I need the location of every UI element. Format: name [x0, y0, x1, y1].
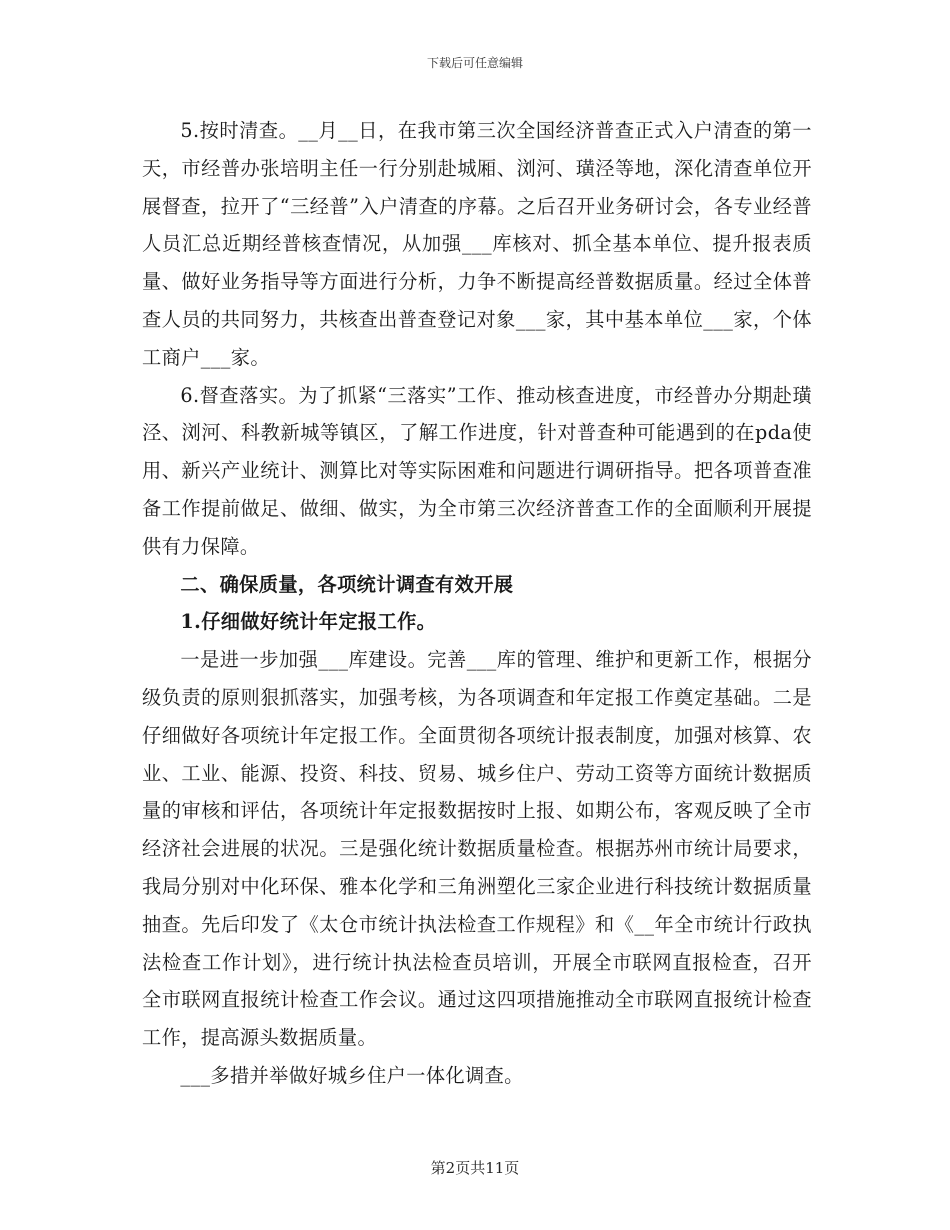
document-body — [142, 112, 812, 1095]
page-header-note: 下载后可任意编辑 — [426, 56, 523, 70]
subheading-annual-reports: 1.仔细做好统计年定报工作。 — [180, 610, 437, 634]
paragraph-on-time-check: 5.按时清查。__月__日，在我市第三次全国经济普查正式入户清查的第一天，市经普办张培明主任一行分别赴城厢、浏河、璜泾等地，深化清查单位开展督查，拉开了“三经普”入户清查的序幕。之后召开业务研讨会，各专业经普人员汇总近期经普核查情况，从加强___库核对、抓全基本单位、提升报表质量、做好业务指导等方面进行分析，力争不断提高经普数据质量。经过全体普查人员的共同努力，共核查出普查登记对象___家，其中基本单位___家，个体工商户___家。 — [142, 119, 812, 369]
section-heading-quality: 二、确保质量，各项统计调查有效开展 — [180, 572, 514, 596]
paragraph-household-survey: ___多措并举做好城乡住户一体化调查。 — [180, 1063, 524, 1087]
paragraph-annual-reports: 一是进一步加强___库建设。完善___库的管理、维护和更新工作，根据分级负责的原则狠抓落实，加强考核，为各项调查和年定报工作奠定基础。二是仔细做好各项统计年定报工作。全面贯彻各项统计报表制度，加强对核算、农业、工业、能源、投资、科技、贸易、城乡住户、劳动工资等方面统计数据质量的审核和评估，各项统计年定报数据按时上报、如期公布，客观反映了全市经济社会进展的状况。三是强化统计数据质量检查。根据苏州市统计局要求，我局分别对中化环保、雅本化学和三角洲塑化三家企业进行科技统计数据质量抽查。先后印发了《太仓市统计执法检查工作规程》和《__年全市统计行政执法检查工作计划》，进行统计执法检查员培训，开展全市联网直报检查，召开全市联网直报统计检查工作会议。通过这四项措施推动全市联网直报统计检查工作，提高源头数据质量。 — [142, 648, 812, 1050]
page-footer-number: 第2页共11页 — [430, 1159, 520, 1177]
paragraph-supervision: 6.督查落实。为了抓紧“三落实”工作、推动核查进度，市经普办分期赴璜泾、浏河、科教新城等镇区，了解工作进度，针对普查种可能遇到的在pda使用、新兴产业统计、测算比对等实际困难和问题进行调研指导。把各项普查准备工作提前做足、做细、做实，为全市第三次经济普查工作的全面顺利开展提供有力保障。 — [142, 383, 812, 558]
